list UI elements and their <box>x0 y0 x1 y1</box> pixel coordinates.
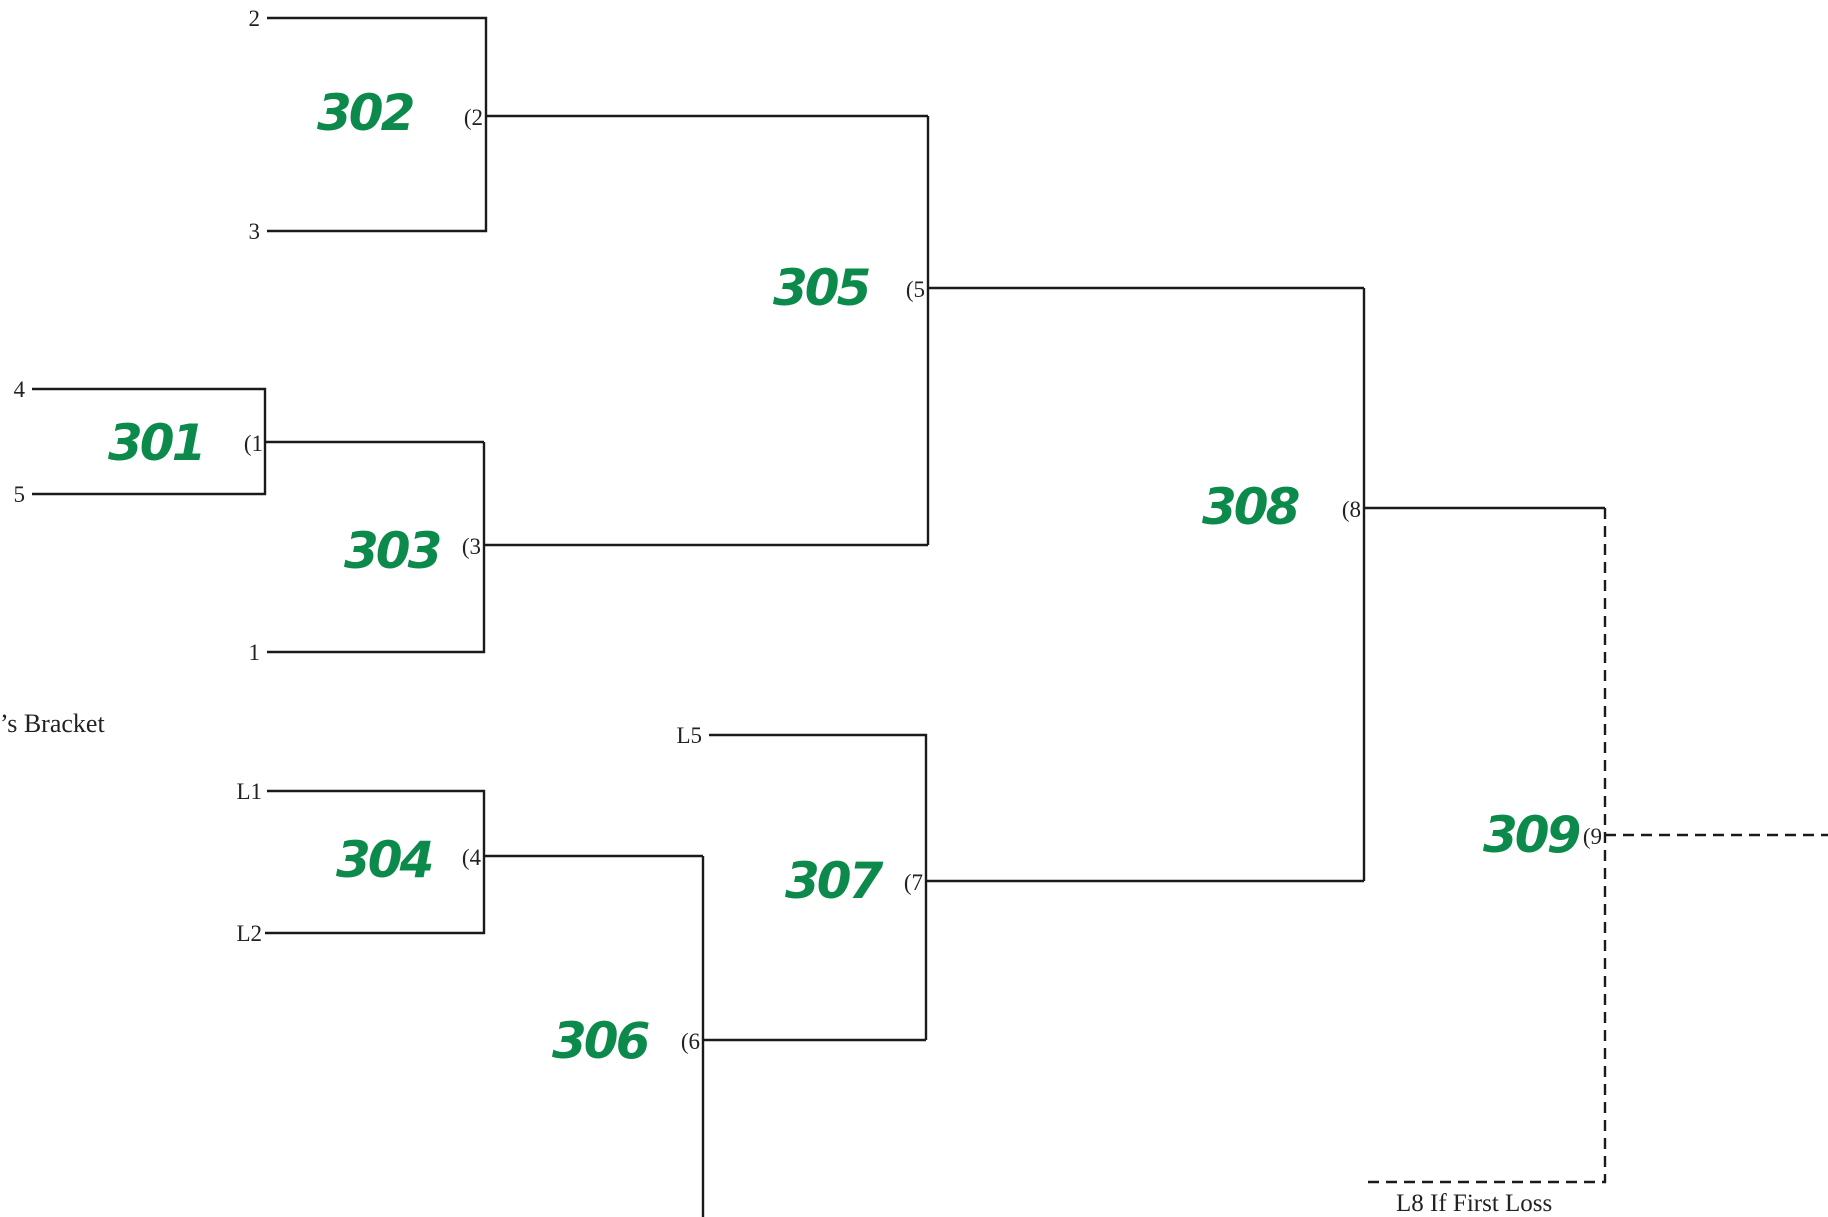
seed-l2: L2 <box>236 921 262 946</box>
game-marker-6: (6 <box>680 1029 700 1054</box>
game-marker-2: (2 <box>463 105 483 130</box>
seed-l1: L1 <box>236 779 262 804</box>
handwritten-301: 301 <box>108 414 204 472</box>
handwritten-305: 305 <box>773 259 869 317</box>
handwritten-307: 307 <box>785 852 881 910</box>
handwritten-302: 302 <box>317 84 413 142</box>
bracket-caption: ’s Bracket <box>0 709 105 738</box>
game-marker-4: (4 <box>461 845 481 870</box>
handwritten-309: 309 <box>1483 806 1579 864</box>
handwritten-308: 308 <box>1202 478 1298 536</box>
seed-2: 2 <box>248 6 260 31</box>
seed-labels <box>14 6 703 946</box>
seed-3: 3 <box>248 219 260 244</box>
game-marker-9: (9 <box>1582 824 1602 849</box>
game-marker-1: (1 <box>243 431 263 456</box>
game-marker-5: (5 <box>905 277 925 302</box>
handwritten-303: 303 <box>344 522 440 580</box>
handwritten-306: 306 <box>552 1012 648 1070</box>
seed-l5: L5 <box>676 723 702 748</box>
seed-4: 4 <box>13 377 25 402</box>
game-marker-3: (3 <box>461 534 481 559</box>
game-marker-7: (7 <box>903 870 923 895</box>
game-markers <box>244 105 1602 1054</box>
footer-note: L8 If First Loss <box>1396 1190 1553 1217</box>
handwritten-304: 304 <box>336 831 432 889</box>
game-marker-8: (8 <box>1341 497 1361 522</box>
seed-1: 1 <box>248 640 260 665</box>
seed-5: 5 <box>13 482 25 507</box>
bracket-lines <box>32 18 1828 1217</box>
